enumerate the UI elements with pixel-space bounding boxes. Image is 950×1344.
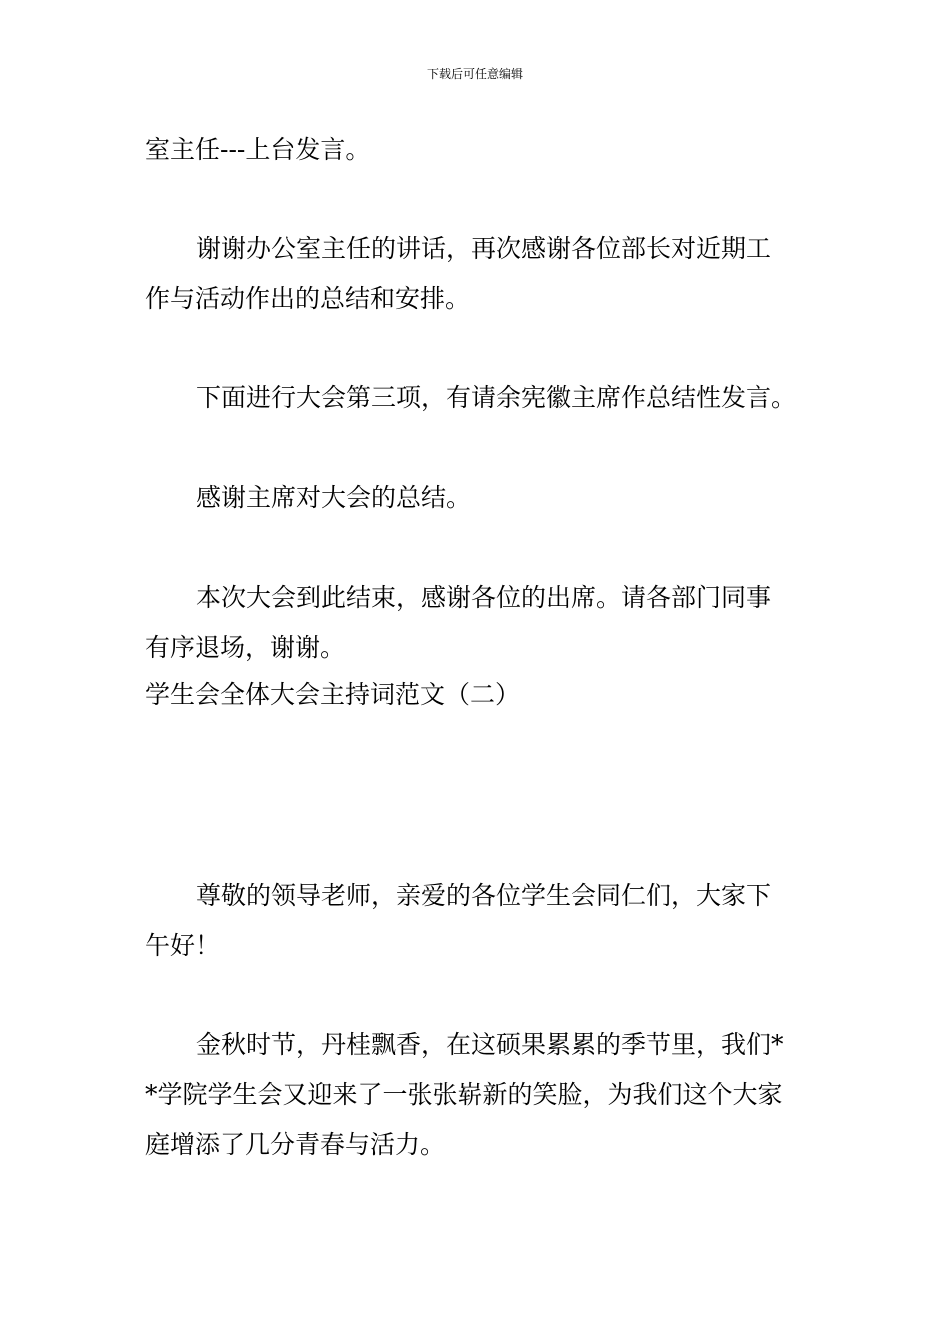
paragraph-line: *学院学生会又迎来了一张张崭新的笑脸，为我们这个大家	[145, 1080, 783, 1109]
paragraph-line: 作与活动作出的总结和安排。	[145, 284, 471, 313]
paragraph-line: 室主任---上台发言。	[145, 135, 371, 164]
paragraph-line: 庭增添了几分青春与活力。	[145, 1130, 446, 1159]
paragraph-line: 午好！	[145, 931, 221, 960]
paragraph-line: 下面进行大会第三项，有请余宪徽主席作总结性发言。	[196, 383, 797, 412]
paragraph-line: 本次大会到此结束，感谢各位的出席。请各部门同事	[196, 583, 772, 612]
section-title: 学生会全体大会主持词范文（二）	[145, 680, 521, 709]
paragraph-line: 金秋时节，丹桂飘香，在这硕果累累的季节里，我们*	[196, 1030, 784, 1059]
paragraph-line: 有序退场，谢谢。	[145, 633, 346, 662]
paragraph-line: 谢谢办公室主任的讲话，再次感谢各位部长对近期工	[196, 234, 772, 263]
page-header-note: 下载后可任意编辑	[426, 67, 523, 81]
paragraph-line: 尊敬的领导老师，亲爱的各位学生会同仁们，大家下	[196, 881, 772, 910]
paragraph-line: 感谢主席对大会的总结。	[196, 483, 472, 512]
